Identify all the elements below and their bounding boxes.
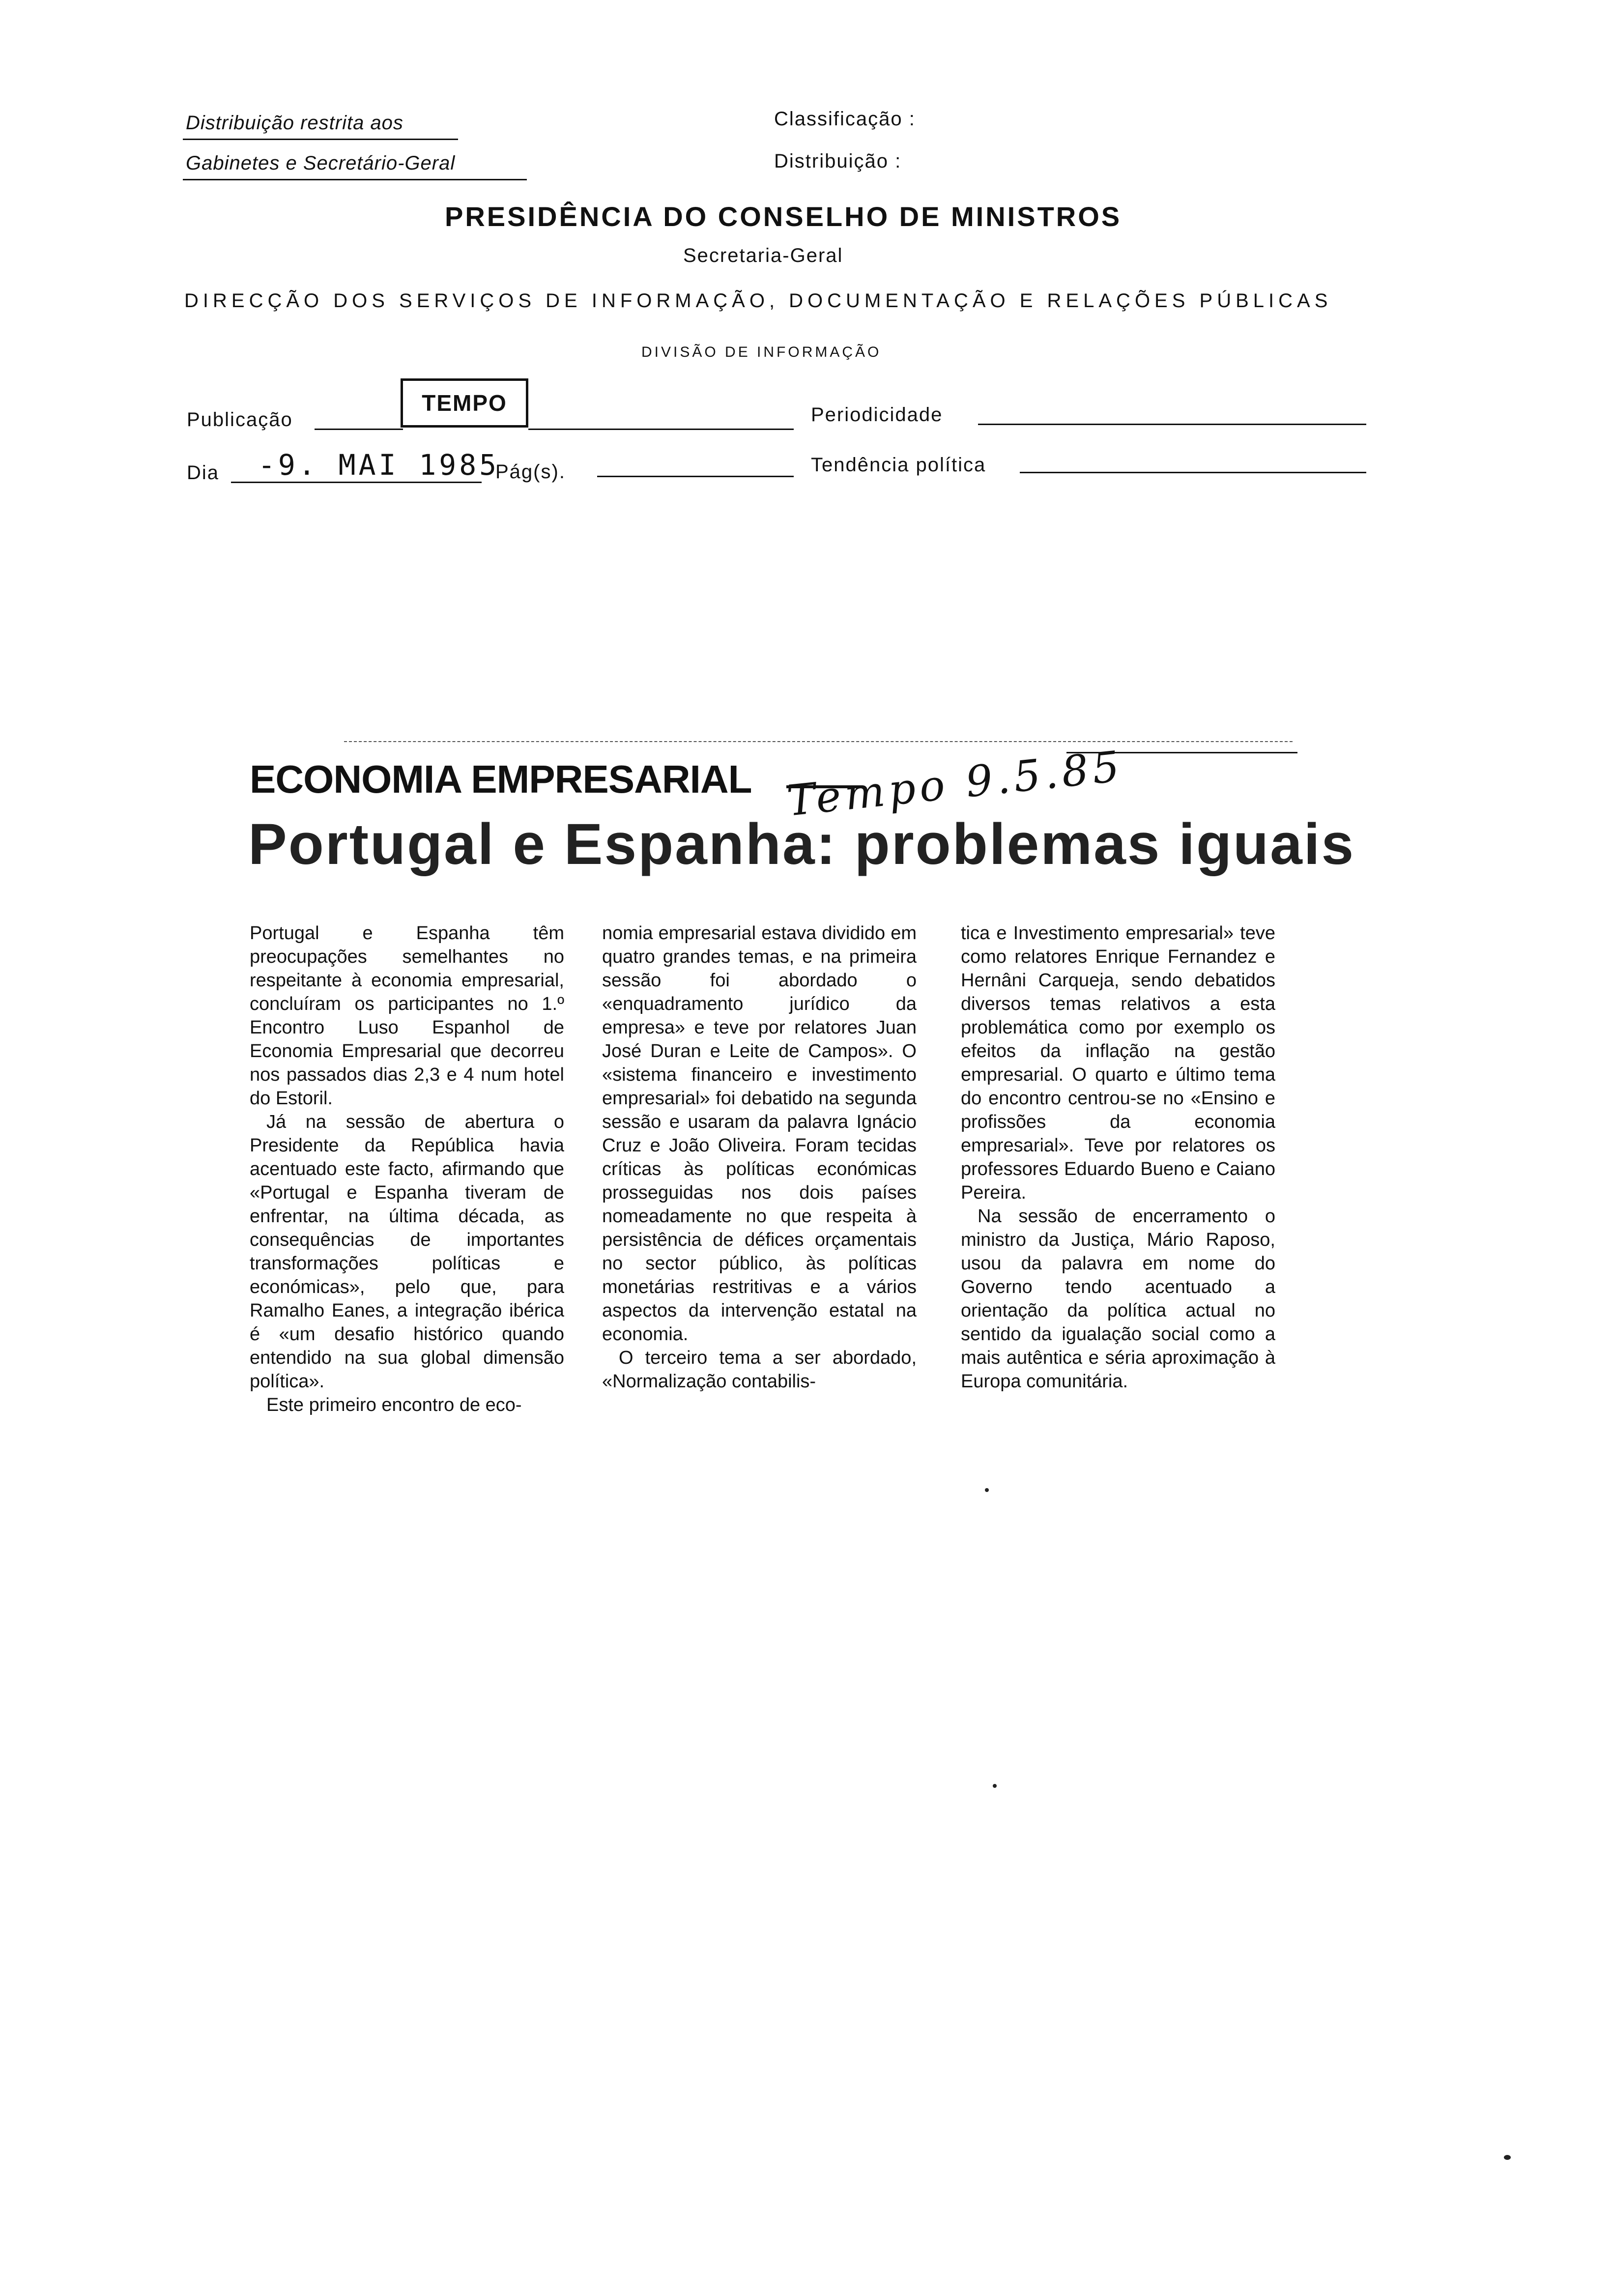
political-tendency-rule — [1020, 472, 1366, 473]
article-headline: Portugal e Espanha: problemas iguais — [248, 812, 1355, 877]
article-column-2 — [602, 921, 917, 1393]
restricted-line-1-rule — [183, 139, 458, 140]
article-column-3 — [961, 921, 1275, 1393]
section-title: ECONOMIA EMPRESARIAL — [250, 757, 752, 801]
secretariat-title: Secretaria-Geral — [683, 245, 843, 266]
periodicity-rule — [978, 424, 1366, 425]
restricted-line-2-rule — [183, 179, 527, 180]
publication-label: Publicação — [187, 409, 293, 430]
pages-rule — [597, 476, 794, 477]
publication-rule-left — [315, 429, 403, 430]
publication-rule-right — [528, 429, 794, 430]
column-1-paragraph-1: Portugal e Espanha têm preocupações semelhantes no respeitante à economia empresarial, concluíram os participantes no 1.º Encontro Luso Espanhol de Economia Empresarial que decorreu nos passados dias 2,3 e 4 num hotel do Estoril. — [250, 923, 564, 1109]
periodicity-label: Periodicidade — [811, 404, 943, 426]
restricted-line-1: Distribuição restrita aos — [186, 112, 403, 134]
restricted-line-2: Gabinetes e Secretário-Geral — [186, 152, 456, 174]
article-column-1 — [250, 921, 564, 1417]
division-title: DIVISÃO DE INFORMAÇÃO — [641, 344, 882, 360]
scan-speck — [1504, 2155, 1511, 2160]
directorate-title: DIRECÇÃO DOS SERVIÇOS DE INFORMAÇÃO, DOCUMENTAÇÃO E RELAÇÕES PÚBLICAS — [184, 290, 1332, 312]
day-label: Dia — [187, 462, 220, 484]
presidency-title: PRESIDÊNCIA DO CONSELHO DE MINISTROS — [445, 201, 1122, 232]
classification-label: Classificação : — [774, 108, 916, 130]
political-tendency-label: Tendência política — [811, 454, 986, 476]
clipping-top-rule — [344, 741, 1293, 742]
scan-speck — [985, 1488, 989, 1492]
column-3-paragraph-2: Na sessão de encerramento o ministro da Justiça, Mário Raposo, usou da palavra em nome do Governo tendo acentuado a orientação da política actual no sentido da igualação social como a mais autêntica e séria aproximação à Europa comunitária. — [961, 1206, 1275, 1392]
publication-stamp: TEMPO — [401, 378, 528, 428]
day-rule — [231, 482, 482, 483]
day-value: -9. MAI 1985 — [258, 448, 500, 482]
column-1-paragraph-2: Já na sessão de abertura o Presidente da República havia acentuado este facto, afirmando que «Portugal e Espanha tiveram de enfrentar, na última década, as consequências de importantes transformações políticas e económicas», pelo que, para Ramalho Eanes, a integração ibérica é «um desafio histórico quando entendido na sua global dimensão política». — [250, 1112, 564, 1392]
distribution-label: Distribuição : — [774, 150, 902, 172]
pages-label: Pág(s). — [495, 461, 566, 483]
column-2-paragraph-2: O terceiro tema a ser abordado, «Normalização contabilis- — [602, 1348, 917, 1392]
column-2-paragraph-1: nomia empresarial estava dividido em quatro grandes temas, e na primeira sessão foi abordado o «enquadramento jurídico da empresa» e teve por relatores Juan José Duran e Leite de Campos». O «sistema financeiro e investimento empresarial» foi debatido na segunda sessão e usaram da palavra Ignácio Cruz e João Oliveira. Foram tecidas críticas às políticas económicas prosseguidas nos dois países nomeadamente no que respeita à persistência de défices orçamentais no sector público, às políticas monetárias restritivas e a vários aspectos da intervenção estatal na economia. — [602, 923, 917, 1345]
column-1-paragraph-3: Este primeiro encontro de eco- — [266, 1395, 522, 1415]
column-3-paragraph-1: tica e Investimento empresarial» teve como relatores Enrique Fernandez e Hernâni Carqueja, sendo debatidos diversos temas relativos a esta problemática como por exemplo os efeitos da inflação na gestão empresarial. O quarto e último tema do encontro centrou-se no «Ensino e profissões da economia empresarial». Teve por relatores os professores Eduardo Bueno e Caiano Pereira. — [961, 923, 1275, 1203]
scan-speck — [993, 1784, 997, 1788]
handwritten-note: Tempo 9.5.85 — [784, 742, 1126, 826]
